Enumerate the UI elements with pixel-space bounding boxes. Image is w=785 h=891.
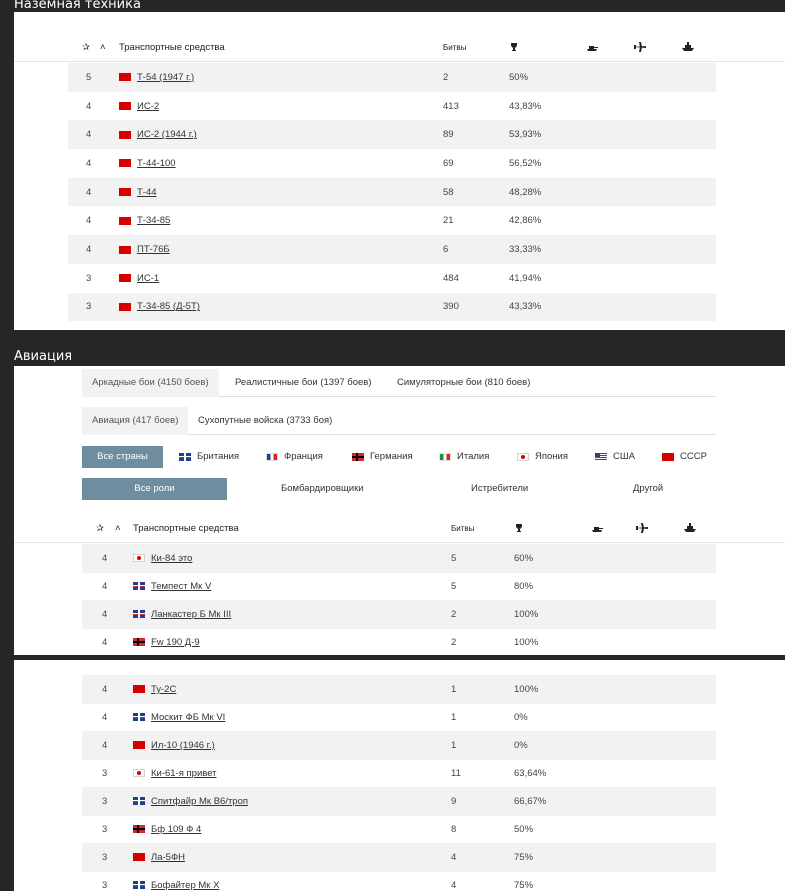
vehicle-link[interactable]: Бф 109 Ф 4: [151, 823, 202, 835]
tier-value: 4: [102, 608, 108, 620]
vehicle-cell: [119, 264, 159, 293]
aviation-section-title: Авиация: [14, 349, 73, 364]
tier-value: 4: [86, 186, 92, 198]
flag-ussr-icon: [119, 188, 131, 196]
flag-de-icon: [352, 453, 364, 461]
vehicle-link[interactable]: ПТ-76Б: [137, 244, 170, 256]
flag-ussr-icon: [133, 853, 145, 861]
winrate-value: 56,52%: [509, 157, 542, 169]
flag-ussr-icon: [119, 274, 131, 282]
tier-star-icon[interactable]: ✰: [82, 42, 90, 53]
winrate-value: 0%: [514, 711, 528, 723]
vehicle-link[interactable]: Ту-2С: [151, 683, 177, 695]
winrate-value: 43,83%: [509, 100, 542, 112]
flag-jp-icon: [133, 554, 145, 562]
country-label: СССР: [680, 451, 707, 462]
vehicle-link[interactable]: ИС-2 (1944 г.): [137, 129, 197, 141]
battles-value: 390: [443, 301, 459, 313]
vehicle-link[interactable]: Т-34-85: [137, 215, 171, 227]
country-filter: [82, 446, 716, 468]
flag-ussr-icon: [119, 159, 131, 167]
table-row: [68, 293, 716, 322]
battles-value: 5: [451, 580, 457, 592]
role-filter-all[interactable]: Все роли: [82, 478, 227, 500]
tier-value: 4: [102, 580, 108, 592]
tier-value: 4: [86, 244, 92, 256]
winrate-value: 53,93%: [509, 129, 542, 141]
vehicle-cell: [133, 843, 185, 872]
tab-simulator[interactable]: Симуляторные бои (810 боев): [397, 377, 531, 388]
flag-ussr-icon: [119, 303, 131, 311]
tier-value: 4: [102, 739, 108, 751]
vehicle-cell: [133, 787, 248, 816]
ground-section-title: Наземная техника: [14, 0, 141, 12]
tier-value: 4: [102, 711, 108, 723]
vehicle-cell: [119, 120, 197, 149]
tier-value: 4: [102, 636, 108, 648]
ground-kills-icon[interactable]: [586, 34, 598, 62]
country-label: США: [613, 451, 635, 462]
country-filter-uk[interactable]: [179, 446, 239, 468]
flag-ussr-icon: [133, 685, 145, 693]
vehicle-link[interactable]: Ки-61-я привет: [151, 767, 217, 779]
battles-value: 11: [451, 767, 461, 779]
tier-value: 3: [86, 301, 92, 313]
vehicle-cell: [133, 600, 231, 629]
battles-value: 89: [443, 129, 454, 141]
flag-uk-icon: [133, 582, 145, 590]
winrate-value: 100%: [514, 608, 539, 620]
vehicle-cell: [119, 149, 176, 178]
vehicle-cell: [119, 63, 194, 92]
winrate-value: 100%: [514, 636, 539, 648]
flag-ussr-icon: [662, 453, 674, 461]
tab-ground-forces[interactable]: Сухопутные войска (3733 боя): [198, 415, 333, 426]
naval-kills-icon[interactable]: [682, 34, 694, 62]
table-row: [82, 628, 716, 655]
tier-star-icon[interactable]: ✰: [96, 523, 104, 534]
vehicle-cell: [133, 759, 217, 788]
table-row: [68, 92, 716, 121]
country-label: Франция: [284, 451, 323, 462]
ground-panel: [14, 12, 785, 330]
vehicle-link[interactable]: Т-44: [137, 186, 157, 198]
flag-fr-icon: [266, 453, 278, 461]
flag-uk-icon: [133, 713, 145, 721]
country-filter-ussr[interactable]: [662, 446, 707, 468]
tier-value: 3: [102, 851, 108, 863]
type-tabs: [82, 407, 716, 435]
flag-ussr-icon: [119, 217, 131, 225]
winrate-value: 33,33%: [509, 244, 542, 256]
battles-value: 2: [443, 71, 449, 83]
battles-column-header[interactable]: Битвы: [451, 524, 475, 533]
sort-indicator-icon[interactable]: ˄: [100, 42, 106, 53]
battles-column-header[interactable]: Битвы: [443, 43, 467, 52]
flag-us-icon: [595, 453, 607, 461]
mode-tabs: [82, 369, 716, 397]
country-filter-us[interactable]: [595, 446, 635, 468]
battles-value: 4: [451, 851, 457, 863]
vehicle-cell: [133, 871, 219, 891]
country-filter-jp[interactable]: [517, 446, 568, 468]
vehicle-link[interactable]: ИС-2: [137, 100, 160, 112]
air-kills-icon[interactable]: [636, 515, 648, 543]
trophy-icon[interactable]: [509, 34, 519, 62]
table-row: [68, 207, 716, 236]
tab-arcade[interactable]: Аркадные бои (4150 боев): [82, 369, 219, 397]
tier-value: 4: [86, 129, 92, 141]
winrate-value: 50%: [509, 71, 529, 83]
battles-value: 1: [451, 711, 457, 723]
vehicle-cell: [119, 92, 159, 121]
flag-uk-icon: [133, 610, 145, 618]
flag-ussr-icon: [119, 102, 131, 110]
vehicle-link[interactable]: Т-34-85 (Д-5Т): [137, 301, 200, 313]
vehicle-cell: [133, 544, 192, 573]
winrate-value: 43,33%: [509, 301, 542, 313]
table-row: [68, 149, 716, 178]
tier-value: 4: [86, 215, 92, 227]
tier-value: 5: [86, 71, 92, 83]
table-row: [82, 675, 716, 704]
battles-value: 1: [451, 739, 457, 751]
vehicle-cell: [133, 572, 211, 601]
winrate-value: 60%: [514, 552, 534, 564]
vehicles-column-header[interactable]: Транспортные средства: [133, 523, 239, 534]
vehicle-link[interactable]: Бофайтер Мк X: [151, 879, 220, 891]
role-filter: [82, 478, 716, 500]
vehicle-cell: [133, 703, 225, 732]
tier-value: 3: [86, 272, 92, 284]
country-label: Британия: [197, 451, 240, 462]
table-row: [82, 815, 716, 844]
battles-value: 2: [451, 608, 457, 620]
table-row: [82, 600, 716, 629]
country-filter-all[interactable]: [82, 446, 163, 468]
air-kills-icon[interactable]: [634, 34, 646, 62]
flag-ussr-icon: [133, 741, 145, 749]
table-row: [68, 178, 716, 207]
vehicle-link[interactable]: Т-54 (1947 г.): [137, 71, 195, 83]
vehicle-link[interactable]: Москит ФБ Мк VI: [151, 711, 226, 723]
battles-value: 2: [451, 636, 457, 648]
country-filter-de[interactable]: [352, 446, 413, 468]
country-filter-it[interactable]: [439, 446, 489, 468]
winrate-value: 80%: [514, 580, 534, 592]
table-row: [82, 572, 716, 601]
table-row: [68, 63, 716, 92]
table-row: [82, 703, 716, 732]
vehicle-link[interactable]: Ланкастер Б Мк III: [151, 608, 232, 620]
flag-de-icon: [133, 825, 145, 833]
naval-kills-icon[interactable]: [684, 515, 696, 543]
role-filter-fighters[interactable]: Истребители: [471, 483, 529, 494]
table-row: [82, 787, 716, 816]
vehicle-cell: [133, 731, 215, 760]
vehicle-link[interactable]: Спитфайр Мк В6/троп: [151, 795, 249, 807]
winrate-value: 48,28%: [509, 186, 542, 198]
winrate-value: 75%: [514, 879, 534, 891]
battles-value: 5: [451, 552, 457, 564]
table-row: [82, 759, 716, 788]
tier-value: 3: [102, 879, 108, 891]
vehicle-cell: [119, 178, 157, 207]
vehicle-link[interactable]: Ла-5ФН: [151, 851, 186, 863]
vehicle-link[interactable]: Fw 190 Д-9: [151, 636, 200, 648]
vehicle-link[interactable]: Ки-84 это: [151, 552, 193, 564]
battles-value: 1: [451, 683, 457, 695]
role-filter-bombers[interactable]: Бомбардировщики: [281, 483, 364, 494]
sort-indicator-icon[interactable]: ˄: [115, 523, 121, 534]
battles-value: 413: [443, 100, 459, 112]
tier-value: 4: [102, 552, 108, 564]
trophy-icon[interactable]: [514, 515, 524, 543]
flag-jp-icon: [517, 453, 529, 461]
country-label: Все страны: [97, 451, 148, 462]
winrate-value: 66,67%: [514, 795, 547, 807]
aviation-table-header: [14, 515, 785, 543]
winrate-value: 75%: [514, 851, 534, 863]
vehicle-cell: [119, 293, 200, 322]
tier-value: 4: [86, 157, 92, 169]
tab-realistic[interactable]: Реалистичные бои (1397 боев): [235, 377, 372, 388]
tier-value: 4: [86, 100, 92, 112]
battles-value: 9: [451, 795, 457, 807]
vehicle-cell: [133, 628, 200, 655]
table-row: [68, 235, 716, 264]
vehicle-cell: [133, 675, 176, 704]
battles-value: 21: [443, 215, 454, 227]
tier-value: 4: [102, 683, 108, 695]
winrate-value: 63,64%: [514, 767, 547, 779]
battles-value: 58: [443, 186, 454, 198]
tier-value: 3: [102, 823, 108, 835]
table-row: [68, 120, 716, 149]
table-row: [82, 843, 716, 872]
flag-it-icon: [439, 453, 451, 461]
battles-value: 69: [443, 157, 454, 169]
country-label: Германия: [370, 451, 413, 462]
winrate-value: 41,94%: [509, 272, 542, 284]
flag-ussr-icon: [119, 131, 131, 139]
tab-aviation[interactable]: Авиация (417 боев): [82, 407, 188, 435]
tier-value: 3: [102, 767, 108, 779]
flag-uk-icon: [133, 881, 145, 889]
aviation-panel-continued: [14, 660, 785, 891]
aviation-panel: [14, 366, 785, 655]
vehicle-cell: [119, 235, 170, 264]
vehicle-link[interactable]: Темпест Мк V: [151, 580, 212, 592]
battles-value: 484: [443, 272, 459, 284]
battles-value: 6: [443, 244, 449, 256]
ground-kills-icon[interactable]: [591, 515, 603, 543]
table-row: [68, 264, 716, 293]
winrate-value: 0%: [514, 739, 528, 751]
country-label: Япония: [535, 451, 568, 462]
table-row: [82, 731, 716, 760]
vehicle-cell: [119, 207, 170, 236]
table-row: [82, 544, 716, 573]
flag-ussr-icon: [119, 246, 131, 254]
flag-jp-icon: [133, 769, 145, 777]
role-filter-other[interactable]: Другой: [633, 483, 664, 494]
vehicles-column-header[interactable]: Транспортные средства: [119, 42, 225, 53]
vehicle-link[interactable]: Ил-10 (1946 г.): [151, 739, 215, 751]
vehicle-link[interactable]: Т-44-100: [137, 157, 176, 169]
winrate-value: 100%: [514, 683, 539, 695]
ground-table-header: [14, 34, 785, 62]
flag-uk-icon: [179, 453, 191, 461]
flag-de-icon: [133, 638, 145, 646]
table-row: [82, 871, 716, 891]
battles-value: 8: [451, 823, 457, 835]
winrate-value: 50%: [514, 823, 534, 835]
winrate-value: 42,86%: [509, 215, 542, 227]
vehicle-link[interactable]: ИС-1: [137, 272, 160, 284]
country-filter-fr[interactable]: [266, 446, 323, 468]
vehicle-cell: [133, 815, 201, 844]
tier-value: 3: [102, 795, 108, 807]
flag-uk-icon: [133, 797, 145, 805]
battles-value: 4: [451, 879, 457, 891]
country-label: Италия: [457, 451, 490, 462]
flag-ussr-icon: [119, 73, 131, 81]
